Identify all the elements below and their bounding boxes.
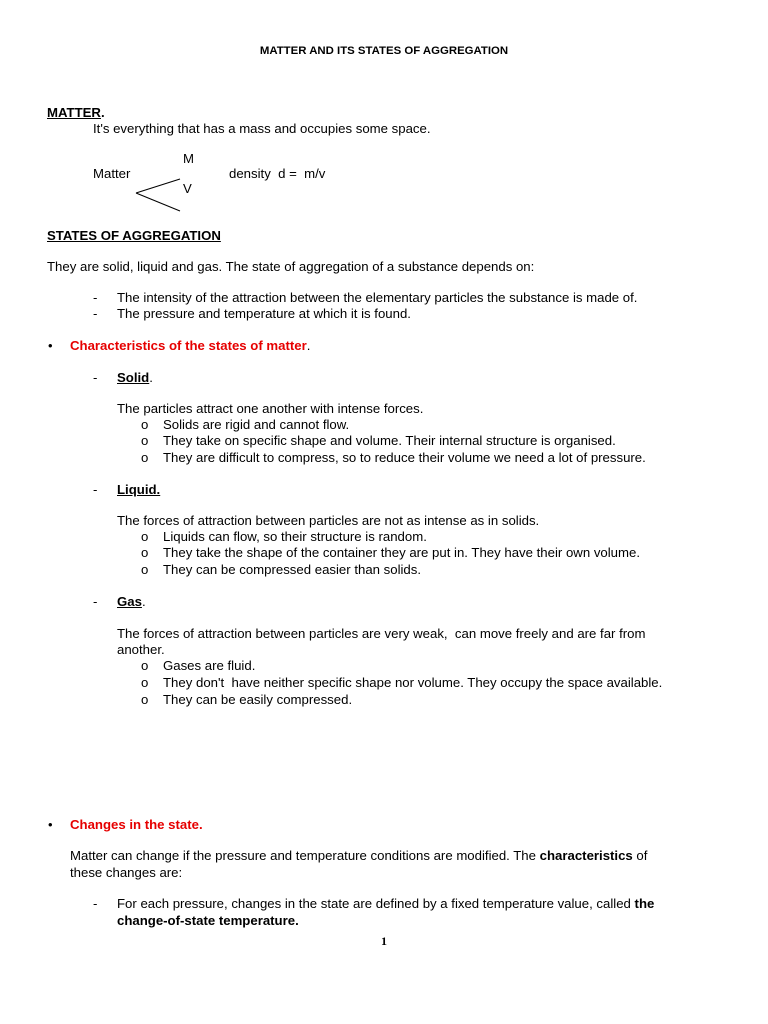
matter-heading-period: . [100, 105, 105, 120]
solid-label-suffix: . [149, 370, 153, 385]
gas-label-suffix: . [141, 594, 146, 609]
matter-branch-lines [130, 170, 190, 220]
gas-description-line: another. [117, 642, 165, 657]
diagram-label-matter: Matter [93, 166, 131, 181]
dash-marker: - [93, 594, 98, 609]
liquid-point: They take the shape of the container they are put in. They have their own volume. [163, 545, 640, 560]
solid-point: Solids are rigid and cannot flow. [163, 417, 350, 432]
liquid-label: Liquid. [117, 482, 161, 497]
states-factor: The intensity of the attraction between the elementary particles the substance is made of. [117, 290, 638, 305]
gas-description-line: The forces of attraction between particles are very weak, can move freely and are far from [117, 626, 646, 641]
sub-marker: o [141, 545, 149, 560]
sub-marker: o [141, 433, 149, 448]
solid-point: They are difficult to compress, so to reduce their volume we need a lot of pressure. [163, 450, 646, 465]
matter-definition: It's everything that has a mass and occupies some space. [93, 121, 431, 136]
gas-label [117, 594, 146, 610]
changes-point-bold: the [634, 896, 655, 911]
sub-marker: o [141, 675, 149, 690]
changes-point-text: For each pressure, changes in the state are defined by a fixed temperature value, called [117, 896, 635, 911]
dash-marker: - [93, 290, 98, 305]
page-number: 1 [381, 934, 387, 948]
diagram-label-m: M [183, 151, 194, 166]
states-factor: The pressure and temperature at which it is found. [117, 306, 411, 321]
dash-marker: - [93, 482, 98, 497]
bullet-marker: • [48, 817, 53, 832]
gas-point: Gases are fluid. [163, 658, 256, 673]
sub-marker: o [141, 658, 149, 673]
characteristics-heading-period: . [306, 338, 311, 353]
characteristics-heading [70, 338, 310, 354]
gas-label-text: Gas [117, 594, 142, 609]
states-intro: They are solid, liquid and gas. The state of aggregation of a substance depends on: [47, 259, 535, 274]
dash-marker: - [93, 370, 98, 385]
diagram-label-v: V [183, 181, 192, 196]
sub-marker: o [141, 529, 149, 544]
sub-marker: o [141, 562, 149, 577]
dash-marker: - [93, 896, 98, 911]
liquid-point: Liquids can flow, so their structure is random. [163, 529, 427, 544]
branch-line-lower [136, 193, 180, 211]
bullet-marker: • [48, 338, 53, 353]
dash-marker: - [93, 306, 98, 321]
solid-label [117, 370, 153, 386]
changes-point-line [117, 896, 654, 912]
matter-heading-text: MATTER [47, 105, 101, 120]
liquid-description: The forces of attraction between particles are not as intense as in solids. [117, 513, 540, 528]
gas-point: They don't have neither specific shape nor volume. They occupy the space available. [163, 675, 663, 690]
changes-intro-line: these changes are: [70, 865, 183, 880]
changes-heading: Changes in the state. [70, 817, 203, 832]
solid-description: The particles attract one another with intense forces. [117, 401, 424, 416]
sub-marker: o [141, 450, 149, 465]
changes-intro-line [70, 848, 647, 864]
document-title: MATTER AND ITS STATES OF AGGREGATION [259, 45, 509, 57]
gas-point: They can be easily compressed. [163, 692, 353, 707]
changes-intro-after: of [632, 848, 648, 863]
matter-heading [47, 105, 105, 121]
density-formula: density d = m/v [229, 166, 326, 181]
changes-intro-text: Matter can change if the pressure and temperature conditions are modified. The [70, 848, 540, 863]
characteristics-heading-text: Characteristics of the states of matter [70, 338, 307, 353]
branch-line-upper [136, 179, 180, 193]
changes-intro-bold: characteristics [539, 848, 633, 863]
states-heading: STATES OF AGGREGATION [47, 228, 221, 243]
changes-point-line: change-of-state temperature. [117, 913, 299, 928]
solid-label-text: Solid [117, 370, 150, 385]
sub-marker: o [141, 692, 149, 707]
sub-marker: o [141, 417, 149, 432]
liquid-point: They can be compressed easier than solids. [163, 562, 422, 577]
solid-point: They take on specific shape and volume. Their internal structure is organised. [163, 433, 616, 448]
